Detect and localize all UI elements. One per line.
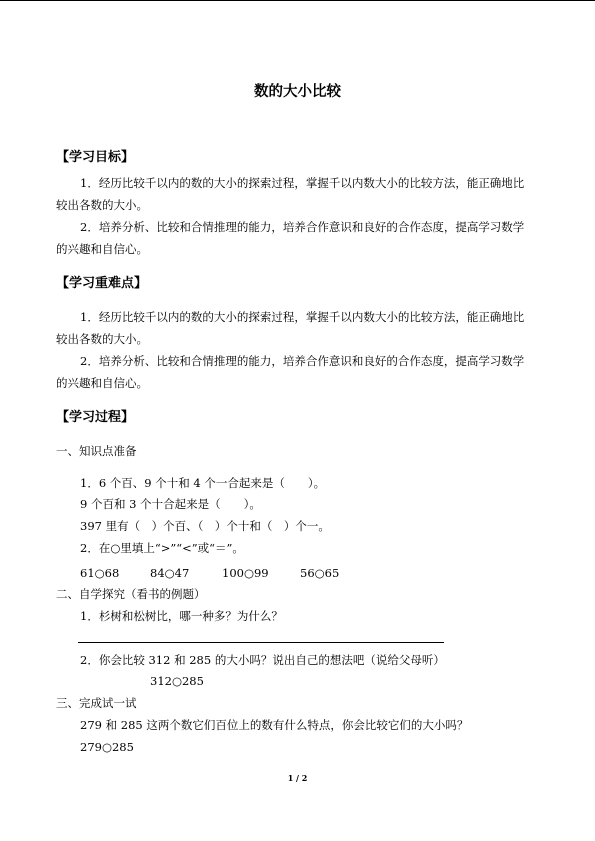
page-title: 数的大小比较 bbox=[254, 84, 341, 100]
question-4: 2．你会比较 312 和 285 的大小吗？说出自己的想法吧（说给父母听） bbox=[80, 653, 445, 667]
key-points-p2-line1: 2．培养分析、比较和合情推理的能力，培养合作意识和良好的合作态度，提高学习数学 bbox=[80, 354, 525, 368]
page-top-border bbox=[0, 0, 595, 1]
question-1b: 9 个百和 3 个十合起来是（ ）。 bbox=[80, 497, 261, 511]
key-points-p1-line2: 较出各数的大小。 bbox=[56, 332, 148, 346]
process-heading: 【学习过程】 bbox=[56, 410, 135, 425]
goals-p1-line2: 较出各数的大小。 bbox=[56, 198, 148, 212]
part1-title: 一、知识点准备 bbox=[56, 444, 137, 458]
page-number: 1 / 2 bbox=[287, 773, 308, 783]
question-3: 1．杉树和松树比，哪一种多？为什么？ bbox=[80, 609, 283, 623]
part3-title: 三、完成试一试 bbox=[56, 696, 137, 710]
answer-line bbox=[78, 642, 444, 643]
question-5: 279 和 285 这两个数它们百位上的数有什么特点，你会比较它们的大小吗？ bbox=[80, 718, 469, 732]
goals-p2-line2: 的兴趣和自信心。 bbox=[56, 242, 148, 256]
compare-item: 56○65 bbox=[300, 566, 340, 580]
question-5-expression: 279○285 bbox=[80, 740, 134, 754]
compare-item: 100○99 bbox=[222, 566, 269, 580]
question-2: 2．在○里填上“>”“<”或“＝”。 bbox=[80, 541, 244, 555]
part2-title: 二、自学探究（看书的例题） bbox=[56, 587, 206, 601]
question-1: 1．6 个百、9 个十和 4 个一合起来是（ ）。 bbox=[80, 476, 326, 490]
key-points-p2-line2: 的兴趣和自信心。 bbox=[56, 376, 148, 390]
key-points-p1-line1: 1．经历比较千以内的数的大小的探索过程，掌握千以内数大小的比较方法，能正确地比 bbox=[80, 310, 525, 324]
goals-heading: 【学习目标】 bbox=[56, 150, 135, 165]
compare-item: 61○68 bbox=[80, 566, 120, 580]
key-points-heading: 【学习重难点】 bbox=[56, 276, 148, 291]
goals-p2-line1: 2．培养分析、比较和合情推理的能力，培养合作意识和良好的合作态度，提高学习数学 bbox=[80, 220, 525, 234]
question-4-expression: 312○285 bbox=[150, 674, 204, 688]
question-1c: 397 里有（ ）个百、（ ）个十和（ ）个一。 bbox=[80, 519, 330, 533]
compare-item: 84○47 bbox=[150, 566, 190, 580]
goals-p1-line1: 1．经历比较千以内的数的大小的探索过程，掌握千以内数大小的比较方法，能正确地比 bbox=[80, 176, 525, 190]
